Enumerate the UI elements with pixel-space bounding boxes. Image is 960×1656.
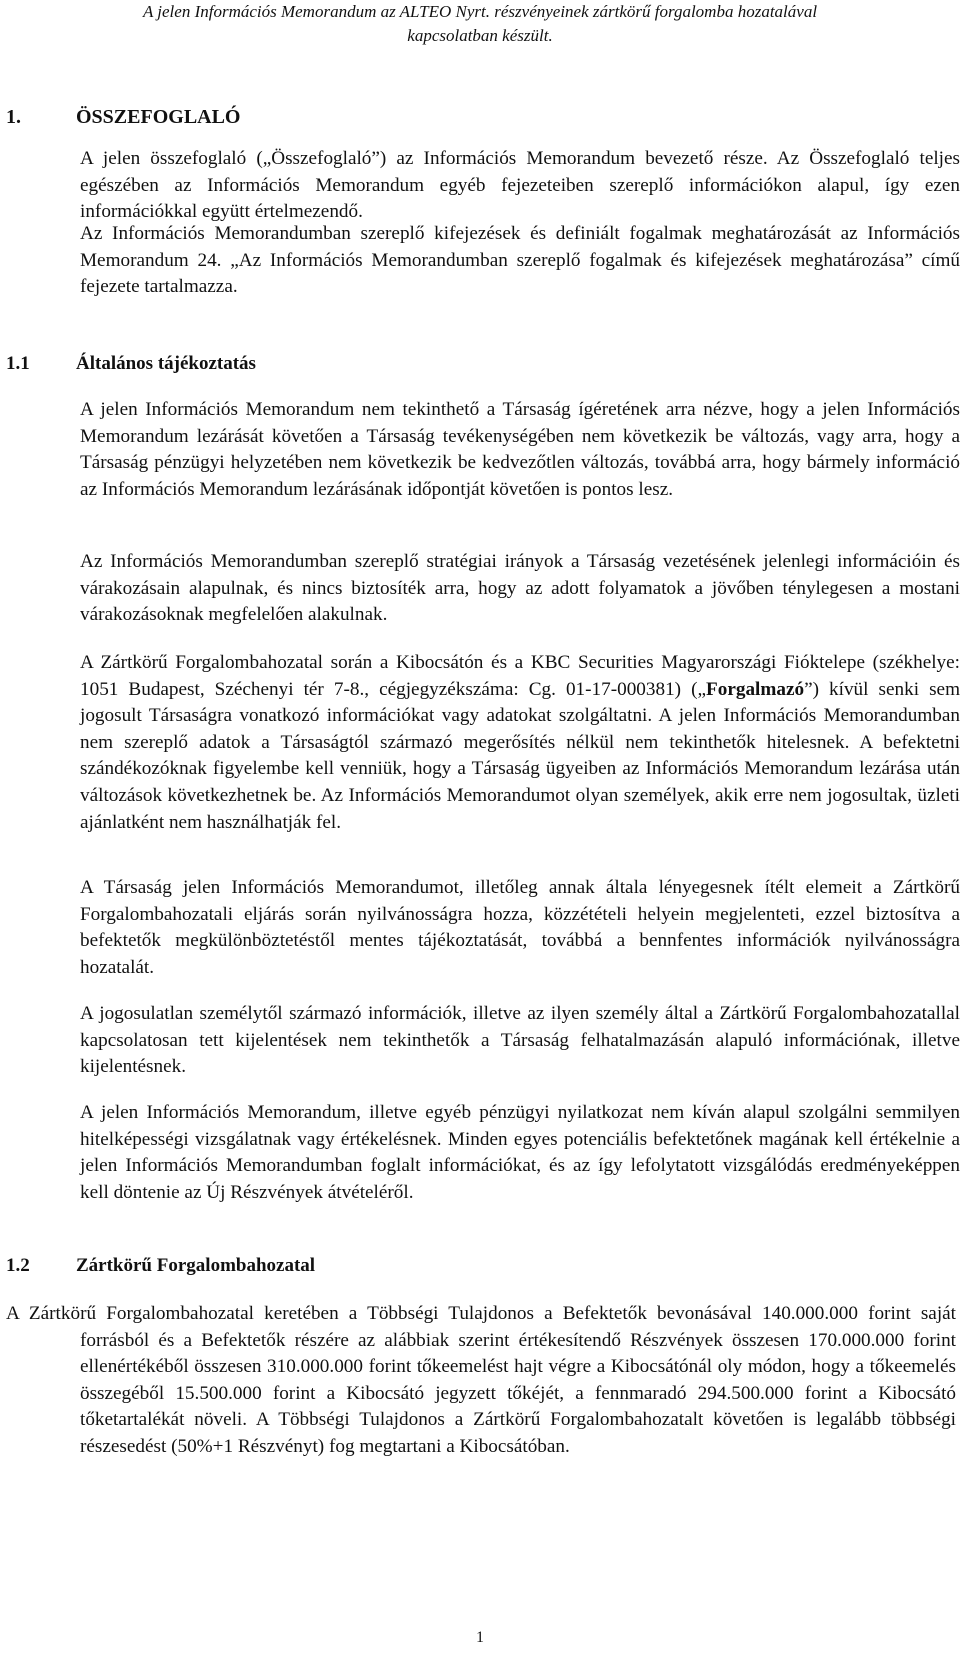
intro-paragraph-2: Az Információs Memorandumban szereplő kifejezések és definiált fogalmak meghatározását az Információs Memorandum 24. „Az Információs Memorandumban szereplő fogalmak és kifejezések meghatározása” című fejezete tartalmazza. [80, 223, 960, 298]
general-info-paragraph-1: A jelen Információs Memorandum nem tekinthető a Társaság ígéretének arra nézve, hogy a jelen Információs Memorandum lezárását követően a Társaság tevékenységében nem következik be változás, vagy arra, hogy a Társaság pénzügyi helyzetében nem következik be kedvezőtlen változás, továbbá arra, hogy bármely információ az Információs Memorandum lezárásának időpontját követően is pontos lesz. [80, 399, 960, 500]
private-placement-paragraph: A Zártkörű Forgalombahozatal keretében a Többségi Tulajdonos a Befektetők bevonásával 140.000.000 forint saját forrásból és a Befektetők részére az alábbiak szerint értékesítendő Részvények összesen 170.000.000 forint ellenértékéből összesen 310.000.000 forint tőkeemelést hajt végre a Kibocsátónál oly módon, hogy a tőkeemelés összegéből 15.500.000 forint a Kibocsátó jegyzett tőkéjét, a fennmaradó 294.500.000 forint a Kibocsátó tőketartalékát növeli. A Többségi Tulajdonos a Zártkörű Forgalombahozatalt követően is legalább többségi részesedést (50%+1 Részvényt) fog megtartani a Kibocsátóban. [6, 1303, 956, 1457]
subsection-title: Zártkörű Forgalombahozatal [76, 1255, 316, 1276]
page-number: 1 [476, 1629, 484, 1646]
general-info-paragraph-3 [80, 650, 960, 836]
section-number: 1. [6, 106, 21, 128]
general-info-paragraph-2: Az Információs Memorandumban szereplő stratégiai irányok a Társaság vezetésének jelenlegi információin és várakozásain alapulnak, és nincs biztosíték arra, hogy az adott folyamatok a jövőben ténylegesen a mostani várakozásoknak megfelelően alakulnak. [80, 551, 960, 626]
section-heading-1 [6, 104, 241, 130]
p3-part-a: A Zártkörű Forgalombahozatal során a Kibocsátón és a KBC Securities Magyarországi Fióktelepe (székhelye: 1051 Budapest, Széchenyi tér 7-8., cégjegyzékszáma: Cg. 01-17-000381) („ [80, 652, 960, 700]
header-line-2: kapcsolatban készült. [407, 26, 553, 45]
section-heading-1-2 [6, 1253, 315, 1279]
subsection-number: 1.1 [6, 353, 30, 374]
general-info-paragraph-5: A jogosulatlan személytől származó információk, illetve az ilyen személy által a Zártkörű Forgalombahozatallal kapcsolatosan tett kijelentések nem tekinthetők a Társaság felhatalmazásán alapuló információnak, illetve kijelentésnek. [80, 1003, 960, 1078]
subsection-number: 1.2 [6, 1255, 30, 1276]
p3-part-b: ”) kívül senki sem jogosult Társaságra vonatkozó információkat vagy adatokat szolgáltatni. A jelen Információs Memorandumban nem szereplő adatok a Társaságtól származó megerősítés nélkül nem tekinthetők hitelesnek. A befektetni szándékozóknak figyelembe kell venniük, hogy a Társaság ügyeiben az Információs Memorandum lezárása után változások következhetnek be. Az Információs Memorandumot olyan személyek, akik erre nem jogosultak, üzleti ajánlatként nem használhatják fel. [80, 678, 960, 833]
section-title: ÖSSZEFOGLALÓ [76, 106, 241, 128]
general-info-paragraph-4: A Társaság jelen Információs Memorandumot, illetőleg annak általa lényegesnek ítélt elemeit a Zártkörű Forgalombahozatali eljárás során nyilvánosságra hozza, közzétételi helyein megjelenteti, ezzel biztosítva a befektetők megkülönböztetéstől mentes tájékoztatását, továbbá a bennfentes információk nyilvánosságra hozatalát. [80, 877, 960, 978]
intro-paragraph-1: A jelen összefoglaló („Összefoglaló”) az Információs Memorandum bevezető része. Az Összefoglaló teljes egészében az Információs Memorandum egyéb fejezeteiben szereplő információkon alapul, így ezen információkkal együtt értelmezendő. [80, 148, 960, 223]
general-info-paragraph-6: A jelen Információs Memorandum, illetve egyéb pénzügyi nyilatkozat nem kíván alapul szolgálni semmilyen hitelképességi vizsgálatnak vagy értékelésnek. Minden egyes potenciális befektetőnek magának kell értékelnie a jelen Információs Memorandumban foglalt információkat, és az így lefolytatott vizsgálódás eredményeképpen kell döntenie az Új Részvények átvételéről. [80, 1102, 960, 1203]
distributor-term: Forgalmazó [706, 678, 805, 700]
subsection-title: Általános tájékoztatás [76, 353, 256, 374]
header-line-1: A jelen Információs Memorandum az ALTEO Nyrt. részvényeinek zártkörű forgalomba hozatalával [142, 2, 818, 21]
page-header [0, 0, 960, 48]
section-heading-1-1 [6, 351, 256, 377]
